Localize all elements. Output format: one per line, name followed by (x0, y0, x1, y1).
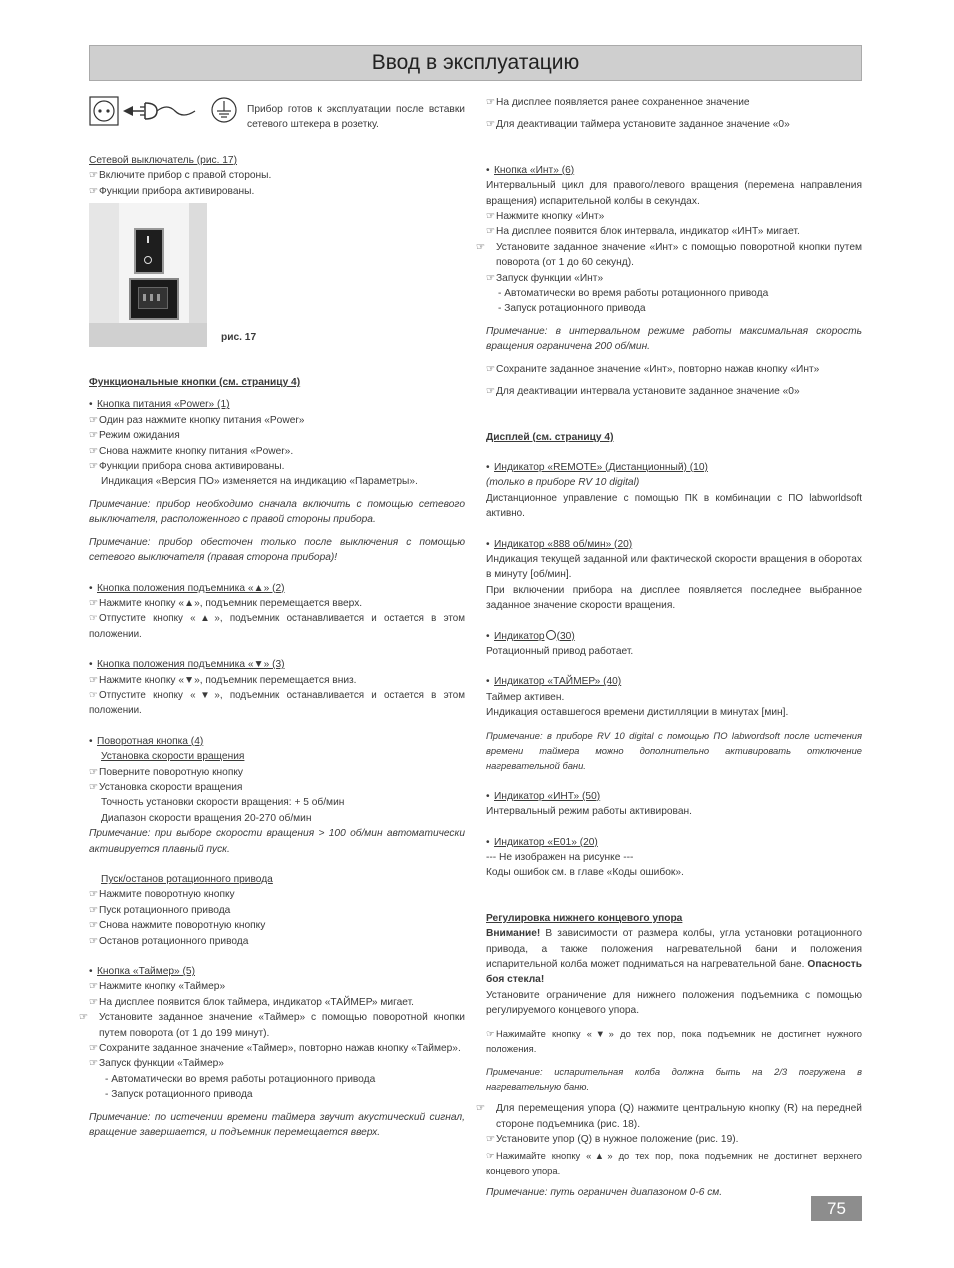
hand-icon: ☞ (89, 920, 99, 932)
rotation-description: Ротационный привод работает. (486, 645, 634, 657)
hand-icon: ☞ (79, 1012, 89, 1024)
hand-icon: ☞ (486, 211, 496, 223)
hand-icon: ☞ (89, 414, 99, 426)
rotary-knob-title: Поворотная кнопка (4) (97, 735, 204, 747)
rot-step-2: Установка скорости вращения (99, 781, 243, 793)
down-key-title: Кнопка положения подъемника «▼» (3) (97, 659, 285, 671)
timer-description-2: Индикация оставшегося времени дистилляции в минутах [мин]. (486, 707, 789, 719)
hand-icon: ☞ (486, 226, 496, 238)
power-step-2: Режим ожидания (99, 430, 180, 442)
figure-17 (89, 203, 465, 347)
e01-indicator-title: Индикатор «E01» (20) (494, 836, 598, 848)
limit-step-3: Установите упор (Q) в нужное положение (рис. 19). (496, 1134, 739, 1146)
limit-step-1: Нажимайте кнопку «▼» до тех пор, пока подъемник не достигнет нужного положения. (486, 1027, 862, 1055)
power-step-3: Снова нажмите кнопку питания «Power». (99, 445, 294, 457)
page-header (89, 45, 862, 81)
page-title: Ввод в эксплуатацию (371, 51, 580, 74)
int-note: Примечание: в интервальном режиме работы максимальная скорость вращения ограничена 200 об/мин. (486, 325, 862, 353)
int-step-1: Нажмите кнопку «Инт» (496, 211, 605, 223)
hand-icon: ☞ (89, 597, 99, 609)
remote-indicator-title: Индикатор «REMOTE» (Дистанционный) (10) (494, 461, 708, 473)
start-step-2: Пуск ротационного привода (99, 904, 231, 916)
speed-description-1: Индикация текущей заданной или фактической скорости вращения в оборотах в минуту [об/мин]. (486, 553, 862, 581)
rot-step-1: Поверните поворотную кнопку (99, 766, 244, 778)
hand-icon: ☞ (486, 119, 496, 131)
limit-note-2: Примечание: путь ограничен диапазоном 0-6 см. (486, 1187, 723, 1199)
e01-description-2: Коды ошибок см. в главе «Коды ошибок». (486, 867, 684, 879)
limit-text-1: В зависимости от размера колбы, угла установки ротационного привода, а также положения нагревательной бани и положения испарительной колба может подниматься на нагревательной бане. (486, 928, 862, 971)
int-key-title: Кнопка «Инт» (6) (494, 164, 575, 176)
limit-text-2: Установите ограничение для нижнего положения подъемника с помощью регулируемого концевого упора. (486, 989, 862, 1017)
hand-icon: ☞ (89, 689, 98, 701)
hand-icon: ☞ (89, 996, 99, 1008)
up-key-title: Кнопка положения подъемника «▲» (2) (97, 582, 285, 594)
remote-subtitle: (только в приборе RV 10 digital) (486, 477, 640, 489)
start-step-3: Снова нажмите поворотную кнопку (99, 920, 266, 932)
intro-text: Прибор готов к эксплуатации после вставки сетевого штекера в розетку. (247, 104, 465, 131)
down-step-2: Отпустите кнопку «▼», подъемник останавливается и остается в этом положении. (89, 689, 465, 717)
note-1: Примечание: прибор необходимо сначала включить с помощью сетевого выключателя, расположенного с правой стороны прибора. (89, 498, 465, 526)
int-step-7: Сохраните заданное значение «Инт», повторно нажав кнопку «Инт» (496, 363, 820, 375)
timer-indicator-title: Индикатор «ТАЙМЕР» (40) (494, 676, 622, 688)
hand-icon: ☞ (89, 781, 99, 793)
rotation-indicator-title: Индикатор (494, 630, 545, 642)
timer-step-4: Сохраните заданное значение «Таймер», повторно нажав кнопку «Таймер». (99, 1043, 461, 1055)
timer-step-3: Установите заданное значение «Таймер» с помощью поворотной кнопки путем поворота (от 1 до 199 минут). (99, 1012, 465, 1039)
int-indicator-description: Интервальный режим работы активирован. (486, 806, 692, 818)
hand-icon: ☞ (89, 430, 99, 442)
rot-step-4: Диапазон скорости вращения 20-270 об/мин (101, 812, 312, 824)
e01-description-1: --- Не изображен на рисунке --- (486, 852, 634, 864)
speed-indicator-title: Индикатор «888 об/мин» (20) (494, 538, 633, 550)
int-step-2: На дисплее появится блок интервала, индикатор «ИНТ» мигает. (496, 226, 800, 238)
power-plug-icon (89, 95, 201, 129)
rocker-switch-icon (134, 228, 164, 274)
hand-icon: ☞ (486, 363, 496, 375)
timer-step-7: - Запуск ротационного привода (105, 1089, 253, 1101)
int-step-5: - Автоматически во время работы ротационного привода (498, 288, 769, 300)
hand-icon: ☞ (89, 981, 99, 993)
device-photo (89, 203, 207, 347)
switch-title: Сетевой выключатель (рис. 17) (89, 154, 237, 166)
left-column: Прибор готов к эксплуатации после вставки сетевого штекера в розетку. Сетевой выключатель (рис. 17) ☞Включите прибор с правой стороны. ☞Функции прибора активированы. рис. 17 Функциональные кнопки (см. страницу 4) • Кнопка питания «Power» (1) ☞Один раз нажмите кнопку питания «Power» ☞Режим ожидания ☞Снова нажмите кнопку питания «Power». ☞Функции прибора снова активированы. Индикация «Версия ПО» изменяется на индикацию «Параметры». Примечание: прибор необходимо сначала включить с помощью сетевого выключателя, расположенного с правой стороны прибора. Примечание: прибор обесточен только после выключения с помощью сетевого выключателя (правая сторона прибора)! • Кнопка положения подъемника «▲» (2) ☞Нажмите кнопку «▲», подъемник перемещается вверх. ☞Отпустите кнопку «▲», подъемник останавливается и остается в этом положении. • Кнопка положения подъемника «▼» (3) ☞Нажмите кнопку «▼», подъемник перемещается вниз. ☞Отпустите кнопку «▼», подъемник останавливается и остается в этом положении. • Поворотная кнопка (4) Установка скорости вращения ☞Поверните поворотную кнопку ☞Установка скорости вращения Точность установки скорости вращения: + 5 об/мин Диапазон скорости вращения 20-270 об/мин Примечание: при выборе скорости вращения > 100 об/мин автоматически активируется плавный пуск. Пуск/останов ротационного привода ☞Нажмите поворотную кнопку ☞Пуск ротационного привода ☞Снова нажмите поворотную кнопку ☞Останов ротационного привода • Кнопка «Таймер» (5) ☞Нажмите кнопку «Таймер» ☞На дисплее появится блок таймера, индикатор «ТАЙМЕР» мигает. ☞ Установите заданное значение «Таймер» с помощью поворотной кнопки путем поворота (от 1 до 199 минут). ☞Сохраните заданное значение «Таймер», повторно нажав кнопку «Таймер». ☞Запуск функции «Таймер» - Автоматически во время работы ротационного привода - Запуск ротационного привода Примечание: по истечении времени таймера звучит акустический сигнал, вращение завершается, и подъемник перемещается вверх. (89, 95, 465, 1141)
hand-icon: ☞ (89, 1058, 99, 1070)
power-socket-icon (129, 278, 179, 320)
int-step-8: Для деактивации интервала установите заданное значение «0» (496, 386, 800, 398)
power-step-5: Индикация «Версия ПО» изменяется на индикацию «Параметры». (101, 476, 418, 488)
int-description: Интервальный цикл для правого/левого вращения (перемена направления вращения) испарительной колбы в секундах. (486, 180, 862, 207)
start-stop-title: Пуск/останов ротационного привода (101, 874, 273, 885)
limit-stop-title: Регулировка нижнего концевого упора (486, 912, 683, 924)
rot-note: Примечание: при выборе скорости вращения > 100 об/мин автоматически активируется плавный пуск. (89, 828, 465, 855)
hand-icon: ☞ (486, 1134, 496, 1146)
hand-icon: ☞ (89, 185, 99, 197)
timer-indicator-note: Примечание: в приборе RV 10 digital с помощью ПО labwordsoft после истечения времени таймера можно дополнительно активировать отключение нагревательной бани. (486, 729, 862, 772)
timer-step-5: Запуск функции «Таймер» (99, 1058, 224, 1070)
hand-icon: ☞ (89, 170, 99, 182)
timer-description-1: Таймер активен. (486, 691, 565, 703)
switch-step-2: Функции прибора активированы. (99, 185, 255, 197)
rotary-subtitle: Установка скорости вращения (101, 751, 245, 763)
display-title: Дисплей (см. страницу 4) (486, 431, 614, 443)
down-step-1: Нажмите кнопку «▼», подъемник перемещается вниз. (99, 674, 357, 686)
speed-description-2: При включении прибора на дисплее появляется последнее выбранное заданное значение скорости вращения. (486, 584, 862, 612)
right-column: ☞На дисплее появляется ранее сохраненное значение ☞Для деактивации таймера установите заданное значение «0» • Кнопка «Инт» (6) Интервальный цикл для правого/левого вращения (перемена направления вращения) испарительной колбы в секундах. ☞Нажмите кнопку «Инт» ☞На дисплее появится блок интервала, индикатор «ИНТ» мигает. ☞ Установите заданное значение «Инт» с помощью поворотной кнопки путем поворота (от 1 до 60 секунд). ☞Запуск функции «Инт» - Автоматически во время работы ротационного привода - Запуск ротационного привода Примечание: в интервальном режиме работы максимальная скорость вращения ограничена 200 об/мин. ☞Сохраните заданное значение «Инт», повторно нажав кнопку «Инт» ☞Для деактивации интервала установите заданное значение «0» Дисплей (см. страницу 4) • Индикатор «REMOTE» (Дистанционный) (10) (только в приборе RV 10 digital) Дистанционное управление с помощью ПК в комбинации с ПО labworldsoft активно. • Индикатор «888 об/мин» (20) Индикация текущей заданной или фактической скорости вращения в оборотах в минуту [об/мин]. При включении прибора на дисплее появляется последнее выбранное заданное значение скорости вращения. • Индикатор (30) Ротационный привод работает. • Индикатор «ТАЙМЕР» (40) Таймер активен. Индикация оставшегося времени дистилляции в минутах [мин]. Примечание: в приборе RV 10 digital с помощью ПО labwordsoft после истечения времени таймера можно дополнительно активировать отключение нагревательной бани. • Индикатор «ИНТ» (50) Интервальный режим работы активирован. • Индикатор «E01» (20) --- Не изображен на рисунке --- Коды ошибок см. в главе «Коды ошибок». Регулировка нижнего концевого упора Внимание! В зависимости от размера колбы, угла установки ротационного привода, а также положения нагревательной бани и положения испарительной колба может подниматься на нагревательной бане. Опасность боя стекла! Установите ограничение для нижнего положения подъемника с помощью регулируемого концевого упора. ☞ Нажимайте кнопку «▼» до тех пор, пока подъемник не достигнет нужного положения. Примечание: испарительная колба должна быть на 2/3 погружена в нагревательную баню. ☞ Для перемещения упора (Q) нажмите центральную кнопку (R) на передней стороне подъемника (рис. 18). ☞Установите упор (Q) в нужное положение (рис. 19). ☞ Нажимайте кнопку «▲» до тех пор, пока подъемник не достигнет верхнего концевого упора. Примечание: путь ограничен диапазоном 0-6 см. (486, 95, 862, 1201)
timer-step-9: Для деактивации таймера установите заданное значение «0» (496, 119, 790, 131)
timer-step-2: На дисплее появится блок таймера, индикатор «ТАЙМЕР» мигает. (99, 996, 414, 1008)
rotation-circle-icon (546, 630, 556, 640)
hand-icon: ☞ (89, 766, 99, 778)
timer-note: Примечание: по истечении времени таймера звучит акустический сигнал, вращение завершается, и подъемник перемещается вверх. (89, 1111, 465, 1139)
page-number: 75 (811, 1196, 862, 1221)
hand-icon: ☞ (486, 272, 496, 284)
function-keys-title: Функциональные кнопки (см. страницу 4) (89, 377, 301, 389)
hand-icon: ☞ (89, 889, 99, 901)
hand-icon: ☞ (486, 1027, 495, 1039)
up-step-1: Нажмите кнопку «▲», подъемник перемещается вверх. (99, 597, 363, 609)
intro-row (89, 95, 465, 133)
ground-icon (211, 95, 241, 129)
note-2: Примечание: прибор обесточен только после выключения с помощью сетевого выключателя (правая сторона прибора)! (89, 536, 465, 564)
danger-label: Опасность боя стекла! (486, 959, 862, 986)
timer-key-title: Кнопка «Таймер» (5) (97, 966, 195, 978)
hand-icon: ☞ (89, 1043, 99, 1055)
hand-icon: ☞ (486, 1149, 495, 1161)
int-step-3: Установите заданное значение «Инт» с помощью поворотной кнопки путем поворота (от 1 до 60 секунд). (496, 241, 862, 269)
hand-icon: ☞ (89, 674, 99, 686)
figure-caption: рис. 17 (221, 331, 257, 343)
hand-icon: ☞ (476, 241, 486, 253)
hand-icon: ☞ (89, 904, 99, 916)
timer-step-6: - Автоматически во время работы ротационного привода (105, 1073, 376, 1085)
start-step-1: Нажмите поворотную кнопку (99, 889, 235, 901)
attention-label: Внимание! (486, 928, 541, 940)
switch-step-1: Включите прибор с правой стороны. (99, 170, 272, 182)
hand-icon: ☞ (89, 613, 98, 625)
int-step-6: - Запуск ротационного привода (498, 303, 646, 315)
power-key-title: Кнопка питания «Power» (1) (97, 399, 230, 411)
up-step-2: Отпустите кнопку «▲», подъемник останавливается и остается в этом положении. (89, 613, 465, 640)
hand-icon: ☞ (89, 935, 99, 947)
power-step-1: Один раз нажмите кнопку питания «Power» (99, 414, 305, 426)
timer-step-8: На дисплее появляется ранее сохраненное значение (496, 97, 750, 108)
limit-step-2: Для перемещения упора (Q) нажмите центральную кнопку (R) на передней стороне подъемника (рис. 18). (496, 1103, 862, 1130)
hand-icon: ☞ (476, 1103, 486, 1115)
hand-icon: ☞ (486, 386, 496, 398)
start-step-4: Останов ротационного привода (99, 935, 249, 947)
hand-icon: ☞ (89, 445, 99, 457)
remote-description: Дистанционное управление с помощью ПК в комбинации с ПО labworldsoft активно. (486, 492, 862, 520)
int-indicator-title: Индикатор «ИНТ» (50) (494, 790, 601, 802)
power-step-4: Функции прибора снова активированы. (99, 461, 285, 473)
rotation-indicator-number: (30) (556, 630, 575, 642)
limit-note: Примечание: испарительная колба должна быть на 2/3 погружена в нагревательную баню. (486, 1065, 862, 1092)
int-step-4: Запуск функции «Инт» (496, 272, 604, 284)
hand-icon: ☞ (486, 97, 496, 108)
rot-step-3: Точность установки скорости вращения: + 5 об/мин (101, 797, 345, 809)
limit-step-4: Нажимайте кнопку «▲» до тех пор, пока подъемник не достигнет верхнего концевого упора. (486, 1149, 862, 1176)
timer-step-1: Нажмите кнопку «Таймер» (99, 981, 226, 993)
hand-icon: ☞ (89, 461, 99, 473)
